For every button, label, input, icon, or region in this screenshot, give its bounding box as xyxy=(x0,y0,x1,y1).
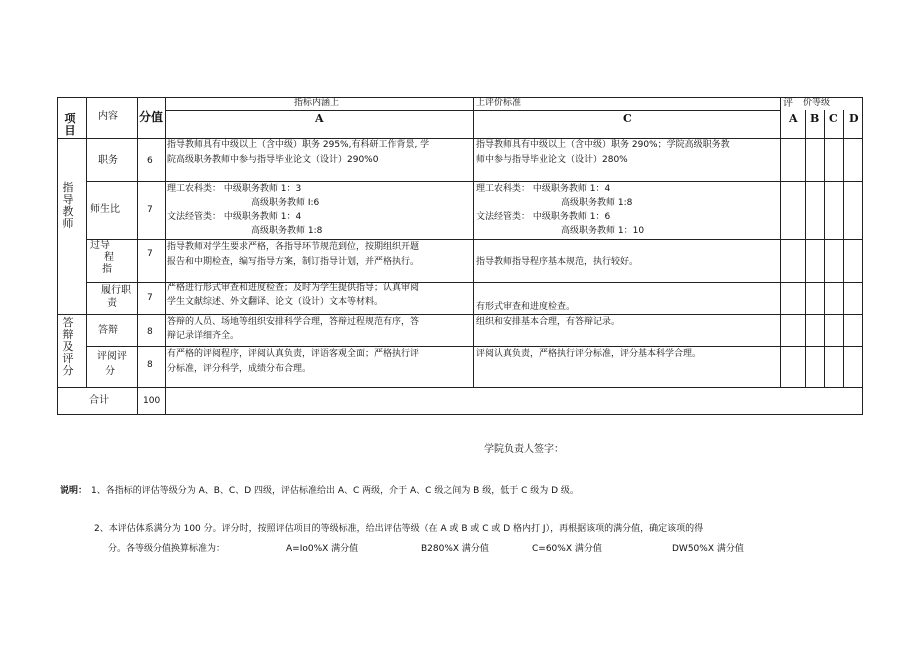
row-score-position: 6 xyxy=(147,156,153,166)
signature-line: 学院负责人签字： xyxy=(484,444,564,455)
row-c-ratio-line1: 理工农科类： 中级职务教师 1：4 xyxy=(476,184,611,194)
row-a-process-line2: 报告和中期检查，编写指导方案，制订指导计划，并严格执行。 xyxy=(167,257,420,267)
row-a-ratio-line2: 高级职务教师 I:6 xyxy=(251,198,320,208)
total-value: 100 xyxy=(143,396,161,406)
col-line-project xyxy=(86,97,87,388)
row-content-process-1: 过导 xyxy=(90,240,110,251)
row-content-review-1: 评阅评 xyxy=(97,351,127,362)
header-content: 内容 xyxy=(98,111,118,122)
col-line-a xyxy=(473,97,474,388)
row-content-duty-1: 履行职 xyxy=(101,285,131,296)
table-border-top xyxy=(57,97,862,98)
row-content-ratio: 师生比 xyxy=(90,204,120,215)
header-grade-label-2: 价等级 xyxy=(803,98,831,108)
total-label: 合计 xyxy=(89,395,109,406)
row-c-ratio-line2: 高级职务教师 1:8 xyxy=(561,198,633,208)
header-score: 分值 xyxy=(138,110,163,124)
row-score-duty: 7 xyxy=(147,293,153,303)
group-defense-scoring: 答辩及评分 xyxy=(62,316,74,377)
grade-conversion-c: C=60%X 满分值 xyxy=(532,544,602,554)
row-content-position: 职务 xyxy=(98,155,118,166)
col-line-c xyxy=(780,97,781,388)
group-guidance-teacher: 指导教师 xyxy=(62,181,74,230)
row-content-defense: 答辩 xyxy=(98,325,118,336)
grade-conversion-a: A=Io0%X 满分值 xyxy=(286,544,359,554)
header-column-c: C xyxy=(623,112,632,125)
row-c-process-line1: 指导教师指导程序基本规范，执行较好。 xyxy=(476,257,639,267)
col-line-grade-a xyxy=(805,110,806,388)
header-upper-standard: 上评价标准 xyxy=(476,98,522,108)
col-line-score xyxy=(165,97,166,415)
row-a-ratio-line4: 高级职务教师 1:8 xyxy=(251,226,323,236)
row-a-defense-line2: 辩记录详细齐全。 xyxy=(167,331,240,341)
col-line-grade-b xyxy=(824,110,825,388)
header-indicator-top: 指标内涵上 xyxy=(294,98,340,108)
col-line-left xyxy=(57,97,58,415)
header-divider-c xyxy=(473,110,780,111)
row-c-defense-line1: 组织和安排基本合理，有答辩记录。 xyxy=(476,317,621,327)
row-c-ratio-line4: 高级职务教师 1：10 xyxy=(561,226,645,236)
col-line-grade-c xyxy=(843,110,844,388)
row-c-position-line2: 师中参与指导毕业论文（设计）280% xyxy=(476,155,628,165)
row-a-review-line1: 有严格的评阅程序，评阅认真负责，评语客观全面；严格执行评 xyxy=(167,349,420,359)
row-score-process: 7 xyxy=(147,249,153,259)
note-2-line1: 2、本评估体系满分为 100 分。评分时，按照评估项目的等级标准，给出评估等级（在 A 或 B 或 C 或 D 格内打 J），再根据该项的满分值，确定该项的得 xyxy=(94,524,704,534)
row-a-defense-line1: 答辩的人员、场地等组织安排科学合理，答辩过程规范有序，答 xyxy=(167,317,420,327)
col-line-right xyxy=(862,97,863,415)
grade-conversion-d: DW50%X 满分值 xyxy=(672,544,744,554)
header-column-a: A xyxy=(315,112,324,125)
row-score-defense: 8 xyxy=(147,327,153,337)
header-project: 项目 xyxy=(64,112,76,137)
row-a-review-line2: 分标准，评分科学，成绩分布合理。 xyxy=(167,364,312,374)
row-score-ratio: 7 xyxy=(147,205,153,215)
row-content-process-2: 程 xyxy=(104,252,114,263)
grade-column-a: A xyxy=(789,112,798,125)
row-a-duty-line2: 学生文献综述、外文翻译、论文（设计）文本等材料。 xyxy=(167,297,384,307)
grade-conversion-b: B280%X 满分值 xyxy=(421,544,489,554)
grade-column-d: D xyxy=(849,112,859,125)
header-grade-label-1: 评 xyxy=(783,98,793,109)
row-c-ratio-line3: 文法经管类： 中级职务教师 1：6 xyxy=(476,212,611,222)
row-c-review-line1: 评阅认真负责，严格执行评分标准，评分基本科学合理。 xyxy=(476,349,702,359)
grade-column-b: B xyxy=(810,112,820,125)
row-line-5 xyxy=(86,346,862,347)
header-divider-a xyxy=(165,110,473,111)
row-a-ratio-line3: 文法经管类： 中级职务教师 1：4 xyxy=(167,212,302,222)
note-1: 1、各指标的评估等级分为 A、B、C、D 四级，评估标准给出 A、C 两级，介于 A、C 级之间为 B 级，低于 C 级为 D 级。 xyxy=(91,486,579,496)
row-content-review-2: 分 xyxy=(105,366,115,377)
row-line-1 xyxy=(86,181,862,182)
row-score-review: 8 xyxy=(147,360,153,370)
row-a-process-line1: 指导教师对学生要求严格，各指导环节规范到位，按期组织开题 xyxy=(167,242,420,252)
note-2-line2: 分。各等级分值换算标准为： xyxy=(108,544,226,554)
row-c-duty-line1: 有形式审查和进度检查。 xyxy=(476,302,576,312)
row-a-position-line2: 院高级职务教师中参与指导毕业论文（设计）290%0 xyxy=(167,155,379,165)
notes-prefix: 说明： xyxy=(60,486,88,496)
table-border-bottom xyxy=(57,414,862,415)
row-line-4 xyxy=(57,314,862,315)
row-a-duty-line1: 严格进行形式审查和进度检查；及时为学生提供指导；认真审阅 xyxy=(167,283,420,293)
row-line-6 xyxy=(57,387,862,388)
grade-column-c: C xyxy=(829,112,838,125)
row-line-2 xyxy=(86,239,862,240)
row-a-position-line1: 指导教师具有中级以上（含中级）职务 295%,有科研工作背景, 学 xyxy=(167,140,430,150)
row-content-duty-2: 责 xyxy=(107,298,117,309)
row-c-position-line1: 指导教师具有中级以上（含中级）职务 290%；学院高级职务教 xyxy=(476,140,730,150)
row-a-ratio-line1: 理工农科类： 中级职务教师 1：3 xyxy=(167,184,302,194)
row-content-process-3: 指 xyxy=(102,264,112,275)
col-line-content xyxy=(137,97,138,415)
header-bottom-line xyxy=(57,138,862,139)
